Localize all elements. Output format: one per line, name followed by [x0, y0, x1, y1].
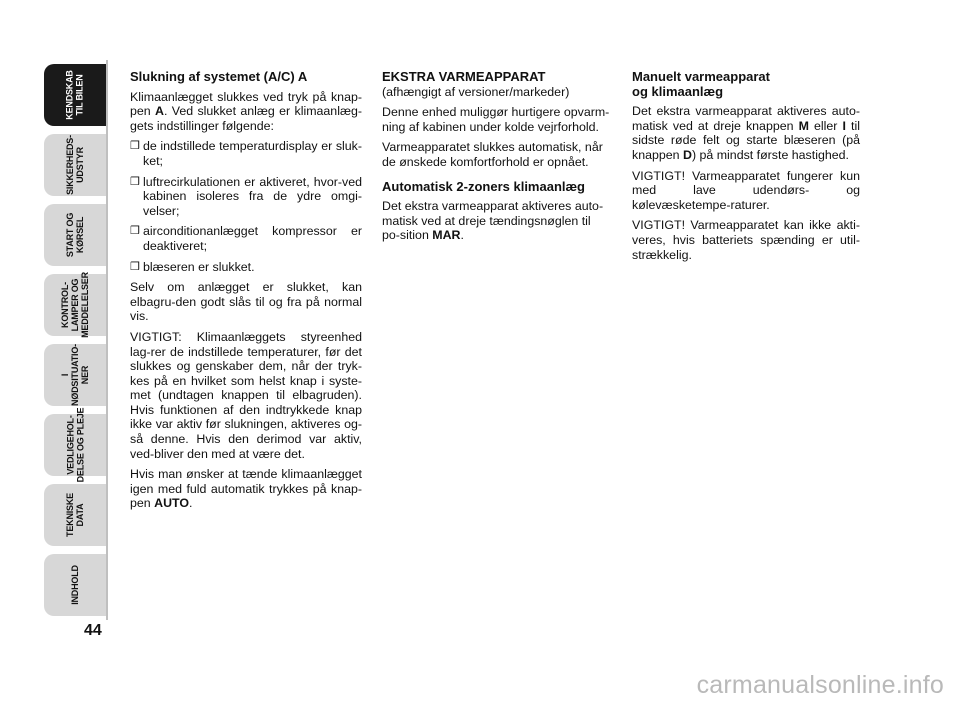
list-item [130, 175, 362, 219]
tab-kendskab-til-bilen[interactable] [44, 64, 106, 126]
paragraph: VIGTIGT: Klimaanlæggets styreenhed lag-rer de indstillede temperaturer, før det slukkes og genskaber dem, når der tryk-kes på en hvilket som helst knap i syste-met (undtagen knappen til elbagruden). Hvis funktionen af den indtrykkede knap ikke var aktiv før slukningen, aktiveres og-så denne. Hvis den derimod var aktiv, ved-bliver den med at være det. [130, 329, 362, 461]
paragraph: VIGTIGT! Varmeapparatet kan ikke akti-veres, hvis batteriets spænding er util-strækkelig. [632, 218, 860, 262]
tab-tekniske-data[interactable] [44, 484, 106, 546]
chapter-sidebar [0, 0, 110, 706]
checkbox-bullet-icon: ❒ [130, 225, 140, 238]
list-item-text: de indstillede temperaturdisplay er sluk-ket; [143, 139, 362, 168]
section-heading: Manuelt varmeapparat [632, 69, 770, 84]
tab-indhold[interactable] [44, 554, 106, 616]
section-heading: EKSTRA VARMEAPPARAT [382, 69, 546, 84]
paragraph [632, 104, 860, 162]
text: ) på mindst første hastighed. [691, 147, 849, 162]
checkbox-bullet-icon: ❒ [130, 140, 140, 153]
text: . [189, 496, 193, 511]
list-item [130, 260, 362, 275]
section-heading-line-2: og klimaanlæg [632, 83, 724, 99]
paragraph: Denne enhed muliggør hurtigere opvarm-ning af kabinen under kolde vejrforhold. [382, 105, 610, 134]
text: . [460, 228, 464, 243]
paragraph [382, 199, 610, 243]
key-label: MAR [432, 228, 461, 243]
text: eller [808, 118, 843, 133]
tab-nodsituationer[interactable] [44, 344, 106, 406]
text: . Ved slukket anlæg er klimaanlæg-gets indstillinger følgende: [130, 104, 362, 133]
tab-kontrollamper[interactable] [44, 274, 106, 336]
text: til sidste røde felt og starte blæseren (på knappen [632, 118, 860, 162]
tab-label: I NØDSITUATIO- NER [60, 344, 90, 406]
section-heading: Slukning af systemet (A/C) A [130, 69, 308, 84]
tab-label: INDHOLD [69, 565, 80, 605]
text: Hvis man ønsker at tænde klimaanlægget igen med fuld automatik trykkes på knap-pen [130, 467, 362, 511]
list-item [130, 224, 362, 253]
column-2 [382, 70, 610, 249]
text: Det ekstra varmeapparat aktiveres auto-matisk ved at dreje tændingsnøglen til po-sition [382, 199, 604, 243]
tab-sikkerhedsudstyr[interactable] [44, 134, 106, 196]
list-item-text: airconditionanlægget kompressor er deaktiveret; [143, 224, 362, 253]
paragraph: Varmeapparatet slukkes automatisk, når de ønskede komfortforhold er opnået. [382, 140, 603, 169]
key-label: I [842, 118, 846, 133]
tab-label: KONTROL- LAMPER OG MEDDELELSER [60, 272, 90, 338]
column-3 [632, 70, 860, 268]
key-label: M [798, 118, 809, 133]
tab-label: SIKKERHEDS- UDSTYR [65, 135, 85, 195]
paragraph [130, 467, 362, 511]
key-label: A [155, 104, 164, 119]
sidebar-divider [106, 60, 108, 620]
list-item [130, 139, 362, 168]
checkbox-bullet-icon: ❒ [130, 260, 140, 273]
list-item-text: blæseren er slukket. [143, 259, 255, 274]
text: Det ekstra varmeapparat aktiveres auto-matisk ved at dreje knappen [632, 104, 860, 133]
tab-label: TEKNISKE DATA [65, 493, 85, 537]
key-label: AUTO [154, 496, 190, 511]
paragraph: Selv om anlægget er slukket, kan elbagru-den godt slås til og fra på normal vis. [130, 280, 362, 324]
version-note: (afhængigt af versioner/markeder) [382, 84, 570, 99]
subsection-heading: Automatisk 2-zoners klimaanlæg [382, 178, 585, 194]
page-number: 44 [84, 622, 102, 639]
tab-vedligeholdelse[interactable] [44, 407, 106, 483]
text: Klimaanlægget slukkes ved tryk på knap-pen [130, 89, 362, 119]
list-item-text: luftrecirkulationen er aktiveret, hvor-ved kabinen isoleres fra de ydre omgi-velser; [143, 174, 362, 218]
watermark: carmanualsonline.info [696, 671, 944, 699]
column-1 [130, 70, 362, 517]
paragraph [130, 90, 362, 134]
tab-label: START OG KØRSEL [64, 212, 85, 258]
tab-label: KENDSKAB TIL BILEN [65, 70, 85, 120]
checkbox-bullet-icon: ❒ [130, 175, 140, 188]
tab-label: VEDLIGEHOL- DELSE OG PLEJE [65, 407, 86, 483]
key-label: D [682, 147, 692, 162]
tab-start-og-korsel[interactable] [44, 204, 106, 266]
paragraph: VIGTIGT! Varmeapparatet fungerer kun med lave udendørs- og kølevæsketempe-raturer. [632, 168, 860, 212]
